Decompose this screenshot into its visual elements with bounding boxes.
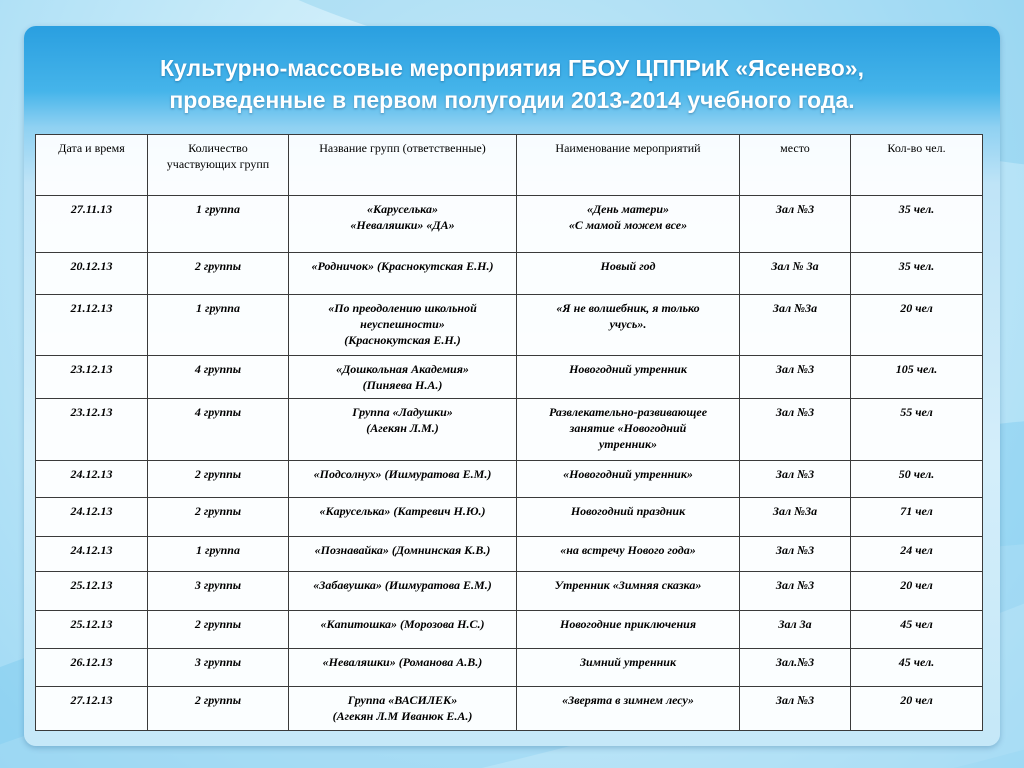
cell-group-names-line: (Агекян Л.М Иванюк Е.А.)	[332, 709, 473, 723]
cell-event-name-line: «на встречу Нового года»	[560, 543, 696, 557]
table-row	[36, 253, 983, 295]
cell-people-count: 24 чел	[851, 537, 983, 572]
cell-groups-count: 2 группы	[148, 611, 289, 649]
cell-event-name-line: Новогодний утренник	[569, 362, 687, 376]
table-row	[36, 537, 983, 572]
cell-people-count: 45 чел.	[851, 649, 983, 687]
table-row	[36, 399, 983, 461]
cell-people-count: 35 чел.	[851, 196, 983, 253]
table-row	[36, 295, 983, 356]
cell-group-names-line: «Капитошка» (Морозова Н.С.)	[320, 617, 485, 631]
cell-event-name	[517, 356, 740, 399]
cell-group-names	[289, 253, 517, 295]
cell-group-names	[289, 572, 517, 611]
cell-place: Зал 3а	[740, 611, 851, 649]
cell-event-name	[517, 461, 740, 498]
cell-groups-count: 1 группа	[148, 196, 289, 253]
cell-groups-count: 2 группы	[148, 461, 289, 498]
cell-people-count: 20 чел	[851, 687, 983, 731]
table-row	[36, 461, 983, 498]
header-date: Дата и время	[36, 135, 148, 196]
cell-group-names	[289, 399, 517, 461]
cell-event-name-line: «Зверята в зимнем лесу»	[562, 693, 694, 707]
cell-place: Зал №3а	[740, 498, 851, 537]
cell-group-names-line: «Подсолнух» (Ишмуратова Е.М.)	[313, 467, 492, 481]
cell-group-names	[289, 611, 517, 649]
cell-place: Зал №3	[740, 461, 851, 498]
cell-date: 21.12.13	[36, 295, 148, 356]
cell-event-name-line: «С мамой можем все»	[568, 218, 688, 232]
cell-event-name-line: Новогодние приключения	[560, 617, 696, 631]
cell-group-names	[289, 196, 517, 253]
cell-group-names	[289, 461, 517, 498]
cell-date: 23.12.13	[36, 399, 148, 461]
cell-group-names-line: (Агекян Л.М.)	[366, 421, 439, 435]
cell-people-count: 45 чел	[851, 611, 983, 649]
cell-groups-count: 2 группы	[148, 253, 289, 295]
cell-event-name	[517, 687, 740, 731]
cell-people-count: 35 чел.	[851, 253, 983, 295]
cell-date: 24.12.13	[36, 461, 148, 498]
header-event-name: Наименование мероприятий	[517, 135, 740, 196]
cell-date: 26.12.13	[36, 649, 148, 687]
cell-groups-count: 4 группы	[148, 356, 289, 399]
table-row	[36, 572, 983, 611]
header-groups-count: Количество участвующих групп	[148, 135, 289, 196]
cell-group-names-line: «Дошкольная Академия»	[336, 362, 469, 376]
cell-people-count: 71 чел	[851, 498, 983, 537]
table-header-row	[36, 135, 983, 196]
cell-group-names	[289, 295, 517, 356]
cell-group-names-line: (Краснокутская Е.Н.)	[344, 333, 461, 347]
cell-group-names	[289, 537, 517, 572]
cell-group-names	[289, 356, 517, 399]
cell-group-names	[289, 498, 517, 537]
cell-groups-count: 1 группа	[148, 295, 289, 356]
cell-groups-count: 4 группы	[148, 399, 289, 461]
cell-date: 27.11.13	[36, 196, 148, 253]
cell-group-names-line: «Неваляшки» (Романова А.В.)	[322, 655, 483, 669]
cell-group-names-line: (Пиняева Н.А.)	[362, 378, 443, 392]
cell-event-name-line: Утренник «Зимняя сказка»	[554, 578, 702, 592]
table-body	[36, 196, 983, 731]
cell-event-name	[517, 649, 740, 687]
cell-event-name-line: Новогодний праздник	[570, 504, 686, 518]
cell-event-name	[517, 295, 740, 356]
table-row	[36, 611, 983, 649]
cell-event-name-line: «Я не волшебник, я только	[556, 301, 700, 315]
cell-date: 25.12.13	[36, 572, 148, 611]
cell-place: Зал №3	[740, 537, 851, 572]
cell-group-names	[289, 649, 517, 687]
cell-group-names-line: «Родничок» (Краснокутская Е.Н.)	[311, 259, 494, 273]
cell-place: Зал №3	[740, 572, 851, 611]
slide-title-line-1: Культурно-массовые мероприятия ГБОУ ЦППРиК «Ясенево»,	[160, 55, 864, 81]
cell-event-name-line: учусь».	[609, 317, 647, 331]
table-row	[36, 356, 983, 399]
cell-event-name	[517, 611, 740, 649]
cell-event-name-line: занятие «Новогодний	[569, 421, 687, 435]
header-people-count: Кол-во чел.	[851, 135, 983, 196]
cell-group-names-line: «По преодолению школьной	[328, 301, 477, 315]
cell-date: 23.12.13	[36, 356, 148, 399]
cell-event-name-line: утренник»	[598, 437, 658, 451]
cell-event-name	[517, 196, 740, 253]
cell-place: Зал № 3а	[740, 253, 851, 295]
cell-group-names	[289, 687, 517, 731]
cell-date: 24.12.13	[36, 498, 148, 537]
cell-groups-count: 2 группы	[148, 687, 289, 731]
table-row	[36, 498, 983, 537]
cell-event-name-line: «День матери»	[586, 202, 670, 216]
cell-people-count: 55 чел	[851, 399, 983, 461]
cell-event-name	[517, 498, 740, 537]
cell-groups-count: 2 группы	[148, 498, 289, 537]
cell-people-count: 50 чел.	[851, 461, 983, 498]
cell-date: 25.12.13	[36, 611, 148, 649]
cell-group-names-line: «Каруселька» (Катревич Н.Ю.)	[319, 504, 486, 518]
cell-group-names-line: «Забавушка» (Ишмуратова Е.М.)	[313, 578, 492, 592]
cell-event-name-line: Развлекательно-развивающее	[548, 405, 708, 419]
header-group-names: Название групп (ответственные)	[289, 135, 517, 196]
cell-event-name-line: Зимний утренник	[579, 655, 677, 669]
cell-people-count: 105 чел.	[851, 356, 983, 399]
cell-people-count: 20 чел	[851, 295, 983, 356]
cell-group-names-line: «Неваляшки» «ДА»	[350, 218, 455, 232]
cell-event-name	[517, 537, 740, 572]
cell-date: 20.12.13	[36, 253, 148, 295]
cell-group-names-line: неуспешности»	[360, 317, 445, 331]
table-row	[36, 196, 983, 253]
cell-groups-count: 3 группы	[148, 572, 289, 611]
cell-group-names-line: Группа «ВАСИЛЕК»	[347, 693, 458, 707]
cell-group-names-line: Группа «Ладушки»	[352, 405, 453, 419]
slide-title	[24, 52, 1000, 116]
cell-place: Зал №3	[740, 196, 851, 253]
cell-event-name	[517, 572, 740, 611]
slide-title-line-2: проведенные в первом полугодии 2013-2014 учебного года.	[169, 87, 855, 113]
table-row	[36, 649, 983, 687]
cell-place: Зал №3а	[740, 295, 851, 356]
cell-event-name-line: «Новогодний утренник»	[563, 467, 693, 481]
cell-place: Зал №3	[740, 356, 851, 399]
cell-event-name-line: Новый год	[600, 259, 656, 273]
cell-group-names-line: «Каруселька»	[367, 202, 438, 216]
cell-place: Зал №3	[740, 399, 851, 461]
table-row	[36, 687, 983, 731]
cell-groups-count: 3 группы	[148, 649, 289, 687]
header-place: место	[740, 135, 851, 196]
cell-date: 27.12.13	[36, 687, 148, 731]
cell-event-name	[517, 399, 740, 461]
cell-place: Зал №3	[740, 687, 851, 731]
cell-group-names-line: «Познавайка» (Домнинская К.В.)	[314, 543, 491, 557]
cell-people-count: 20 чел	[851, 572, 983, 611]
events-table	[35, 134, 983, 731]
cell-date: 24.12.13	[36, 537, 148, 572]
cell-place: Зал.№3	[740, 649, 851, 687]
cell-event-name	[517, 253, 740, 295]
cell-groups-count: 1 группа	[148, 537, 289, 572]
